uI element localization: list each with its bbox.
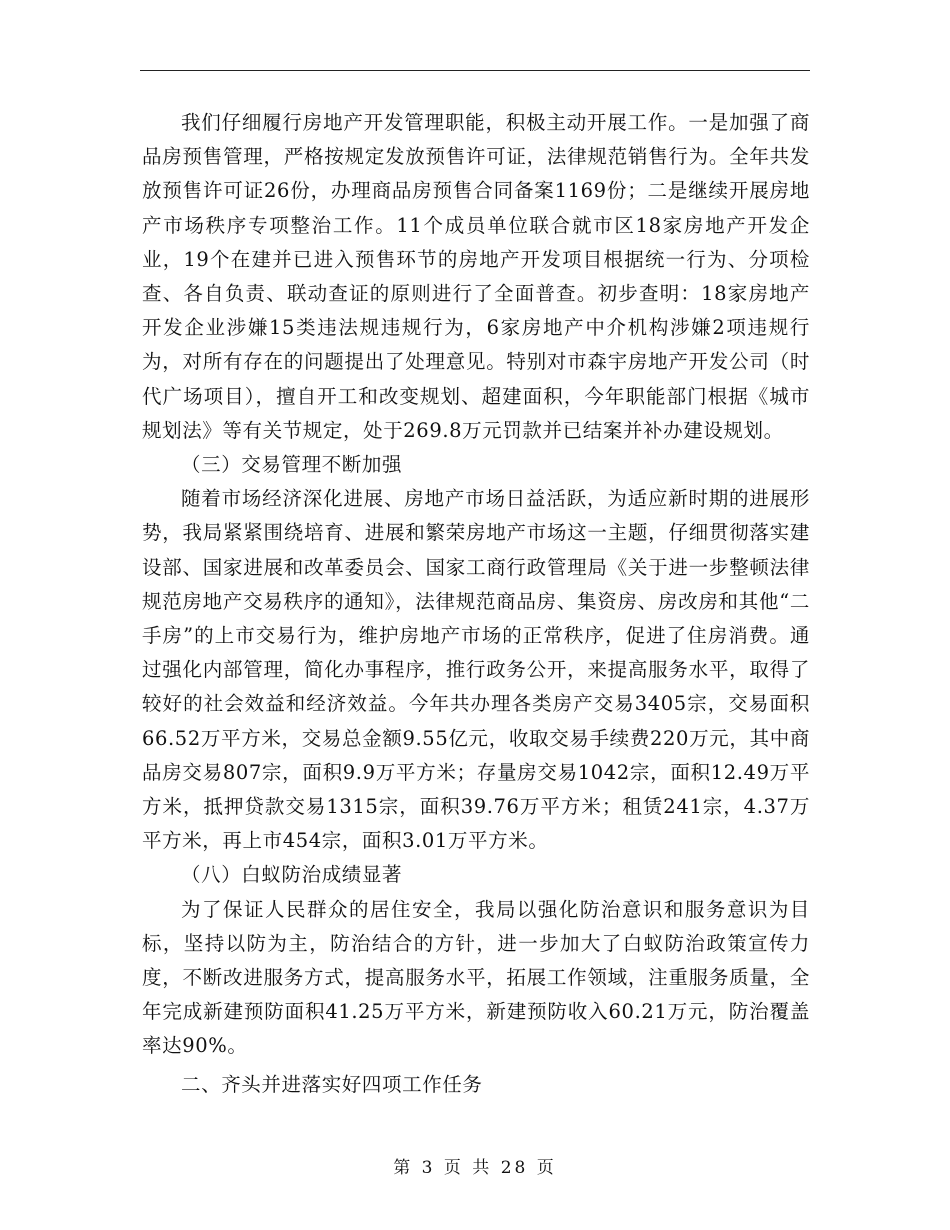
page-number-footer: 第 3 页 共 28 页: [393, 1158, 557, 1178]
section-heading-transaction: （三）交易管理不断加强: [181, 453, 403, 477]
header-rule: [140, 70, 810, 71]
paragraph-transaction-management: 随着市场经济深化进展、房地产市场日益活跃，为适应新时期的进展形势，我局紧紧围绕培育、进展和繁荣房地产市场这一主题，仔细贯彻落实建设部、国家进展和改革委员会、国家工商行政管理局《关于进一步整顿法律规范房地产交易秩序的通知》，法律规范商品房、集资房、房改房和其他“二手房”的上市交易行为，维护房地产市场的正常秩序，促进了住房消费。通过强化内部管理，简化办事程序，推行政务公开，来提高服务水平，取得了较好的社会效益和经济效益。今年共办理各类房产交易3405宗，交易面积66.52万平方米，交易总金额9.55亿元，收取交易手续费220万元，其中商品房交易807宗，面积9.9万平方米；存量房交易1042宗，面积12.49万平方米，抵押贷款交易1315宗，面积39.76万平方米；租赁241宗，4.37万平方米，再上市454宗，面积3.01万平方米。: [142, 487, 810, 853]
paragraph-termite-control: 为了保证人民群众的居住安全，我局以强化防治意识和服务意识为目标，坚持以防为主，防治结合的方针，进一步加大了白蚁防治政策宣传力度，不断改进服务方式，提高服务水平，拓展工作领域，注重服务质量，全年完成新建预防面积41.25万平方米，新建预防收入60.21万元，防治覆盖率达90%。: [142, 897, 810, 1058]
section-heading-four-tasks: 二、齐头并进落实好四项工作任务: [181, 1072, 483, 1096]
section-heading-termite: （八）白蚁防治成绩显著: [181, 863, 403, 887]
document-body: [142, 106, 810, 1102]
paragraph-development-management: 我们仔细履行房地产开发管理职能，积极主动开展工作。一是加强了商品房预售管理，严格按规定发放预售许可证，法律规范销售行为。全年共发放预售许可证26份，办理商品房预售合同备案1169份；二是继续开展房地产市场秩序专项整治工作。11个成员单位联合就市区18家房地产开发企业，19个在建并已进入预售环节的房地产开发项目根据统一行为、分项检查、各自负责、联动查证的原则进行了全面普查。初步查明：18家房地产开发企业涉嫌15类违法规违规行为，6家房地产中介机构涉嫌2项违规行为，对所有存在的问题提出了处理意见。特别对市森宇房地产开发公司（时代广场项目），擅自开工和改变规划、超建面积，今年职能部门根据《城市规划法》等有关节规定，处于269.8万元罚款并已结案并补办建设规划。: [142, 111, 810, 442]
